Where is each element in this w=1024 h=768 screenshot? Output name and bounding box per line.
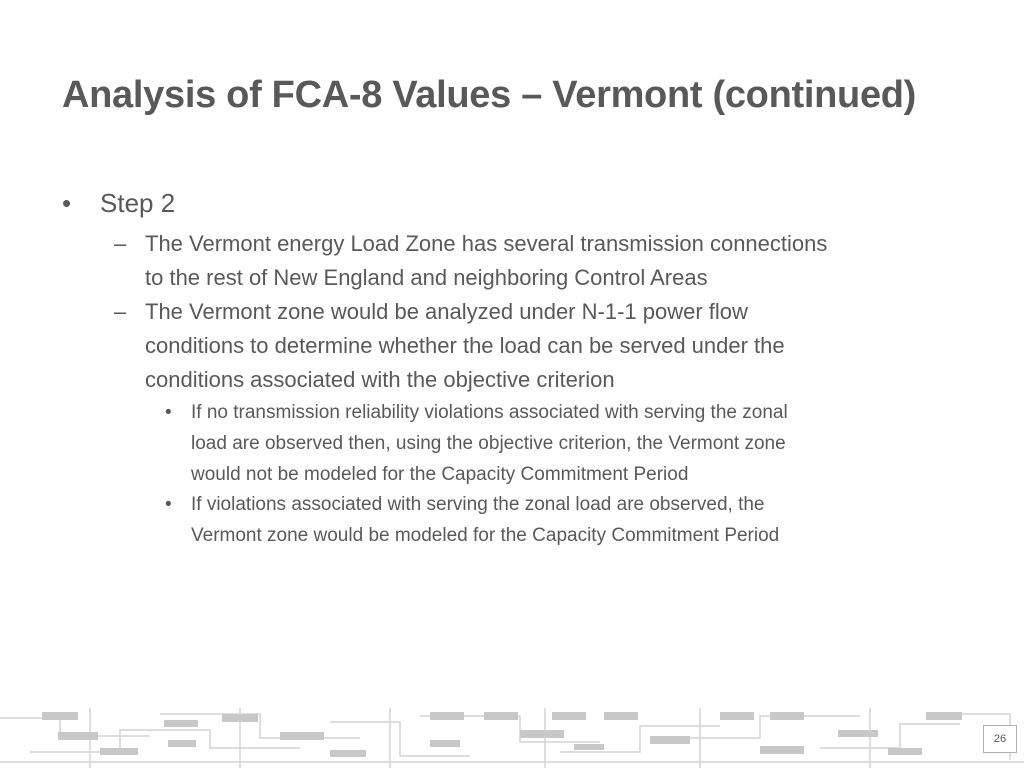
sub-bullet-text bbox=[145, 295, 955, 397]
sub-bullet-text bbox=[145, 227, 955, 295]
text-line: conditions to determine whether the load can be served under the bbox=[145, 333, 785, 358]
dash-marker: – bbox=[114, 231, 127, 256]
circuit-footer-decoration bbox=[0, 708, 1024, 768]
text-line: The Vermont energy Load Zone has several transmission connections bbox=[145, 231, 828, 256]
text-line: conditions associated with the objective criterion bbox=[145, 367, 615, 392]
text-line: If violations associated with serving the zonal load are observed, the bbox=[191, 494, 765, 515]
dash-marker: – bbox=[114, 299, 127, 324]
text-line: If no transmission reliability violations associated with serving the zonal bbox=[191, 402, 788, 423]
sub-sub-bullet-text bbox=[191, 397, 951, 490]
sub-sub-bullet-text bbox=[191, 489, 951, 551]
circuit-blocks bbox=[42, 712, 962, 757]
slide-title: Analysis of FCA-8 Values – Vermont (continued) bbox=[62, 74, 917, 116]
bullet-marker: • bbox=[62, 188, 72, 218]
text-line: load are observed then, using the objective criterion, the Vermont zone bbox=[191, 433, 786, 454]
bullet-marker: • bbox=[165, 494, 172, 515]
text-line: Vermont zone would be modeled for the Capacity Commitment Period bbox=[191, 525, 780, 546]
text-line: would not be modeled for the Capacity Commitment Period bbox=[191, 464, 689, 485]
text-line: to the rest of New England and neighboring Control Areas bbox=[145, 265, 708, 290]
bullet-marker: • bbox=[165, 402, 172, 423]
bullet-text: Step 2 bbox=[100, 188, 176, 218]
page-number: 26 bbox=[983, 725, 1017, 753]
text-line: The Vermont zone would be analyzed under N-1-1 power flow bbox=[145, 299, 748, 324]
